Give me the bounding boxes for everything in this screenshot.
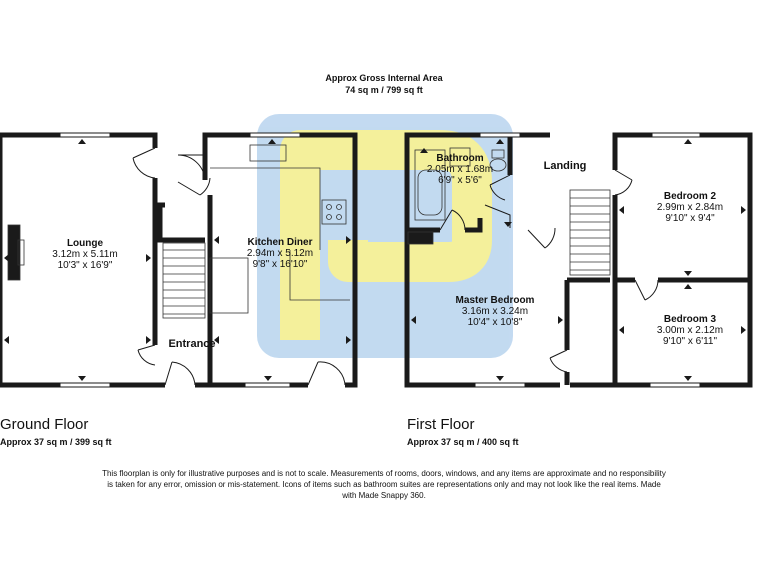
disclaimer-text: This floorplan is only for illustrative purposes and is not to scale. Measurements of rooms, doors, windows, and any items are approximate and no responsibility is taken for any error, omission or mis-statement. Icons of items such as bathroom suites are representations only and may not look like the real items. Made with Made Snappy 360. [102, 469, 666, 500]
room-imperial: 10'3" x 16'9" [57, 260, 113, 271]
room-master-bedroom [456, 295, 535, 328]
room-bedroom-3 [657, 314, 723, 347]
room-imperial: 6'9" x 5'6" [438, 175, 482, 186]
room-bedroom-2 [657, 191, 723, 224]
room-metric: 2.99m x 2.84m [656, 202, 724, 213]
first-floor-area: Approx 37 sq m / 400 sq ft [407, 437, 519, 447]
room-lounge [52, 238, 117, 271]
room-name: Bedroom 2 [663, 191, 717, 202]
room-entrance: Entrance [168, 338, 216, 350]
room-name: Lounge [66, 238, 104, 249]
room-imperial: 9'10" x 6'11" [662, 336, 718, 347]
room-metric: 3.12m x 5.11m [52, 249, 118, 260]
room-metric: 2.94m x 5.12m [246, 248, 314, 259]
gross-area-value: 74 sq m / 799 sq ft [345, 85, 423, 95]
room-metric: 2.05m x 1.68m [426, 164, 494, 175]
room-kitchen [247, 237, 313, 270]
room-name: Bedroom 3 [663, 314, 717, 325]
room-metric: 3.16m x 3.24m [461, 306, 529, 317]
room-name: Bathroom [436, 153, 484, 164]
room-name: Master Bedroom [455, 295, 535, 306]
room-bathroom [427, 153, 493, 186]
first-floor-title: First Floor [407, 416, 475, 433]
room-landing: Landing [543, 160, 587, 172]
gross-area-title: Approx Gross Internal Area [325, 73, 443, 83]
room-imperial: 9'8" x 16'10" [252, 259, 308, 270]
room-imperial: 9'10" x 9'4" [665, 213, 715, 224]
room-name: Kitchen Diner [247, 237, 313, 248]
room-metric: 3.00m x 2.12m [656, 325, 724, 336]
ground-floor-title: Ground Floor [0, 416, 89, 433]
room-imperial: 10'4" x 10'8" [467, 317, 523, 328]
ground-floor-area: Approx 37 sq m / 399 sq ft [0, 437, 112, 447]
